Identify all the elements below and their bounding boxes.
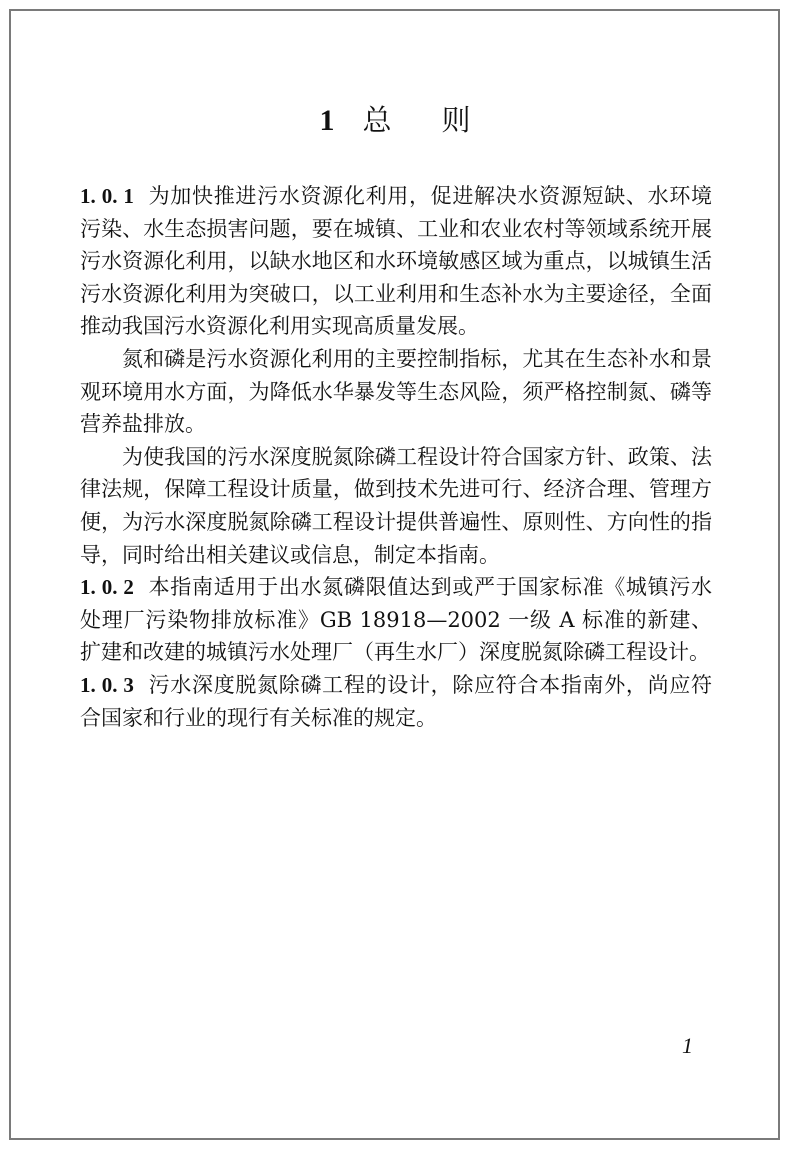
page-number: 1 (682, 1033, 693, 1058)
clause-1-0-1-paragraph-1 (80, 180, 712, 343)
clause-1-0-1-paragraph-3: 为使我国的污水深度脱氮除磷工程设计符合国家方针、政策、法律法规，保障工程设计质量，做到技术先进可行、经济合理、管理方便，为污水深度脱氮除磷工程设计提供普遍性、原则性、方向性的指导，同时给出相关建议或信息，制定本指南。 (80, 444, 712, 567)
chapter-body (80, 180, 712, 734)
clause-text: 污水深度脱氮除磷工程的设计，除应符合本指南外，尚应符合国家和行业的现行有关标准的规定。 (80, 672, 713, 730)
clause-1-0-3-paragraph (80, 669, 712, 734)
chapter-title-char-1: 总 (362, 103, 392, 137)
clause-text: 为加快推进污水资源化利用，促进解决水资源短缺、水环境污染、水生态损害问题，要在城镇、工业和农业农村等领域系统开展污水资源化利用，以缺水地区和水环境敏感区域为重点，以城镇生活污水资源化利用为突破口，以工业利用和生态补水为主要途径，全面推动我国污水资源化利用实现高质量发展。 (80, 184, 713, 339)
clause-number: 1. 0. 2 (80, 575, 134, 600)
clause-number: 1. 0. 1 (80, 184, 134, 208)
clause-1-0-2-paragraph (80, 571, 712, 669)
chapter-number: 1 (319, 104, 335, 137)
clause-1-0-1-paragraph-2: 氮和磷是污水资源化利用的主要控制指标，尤其在生态补水和景观环境用水方面，为降低水华暴发等生态风险，须严格控制氮、磷等营养盐排放。 (80, 346, 712, 437)
chapter-title-char-2: 则 (441, 103, 471, 137)
clause-number: 1. 0. 3 (80, 672, 134, 697)
chapter-title (0, 100, 790, 141)
clause-text: 本指南适用于出水氮磷限值达到或严于国家标准《城镇污水处理厂污染物排放标准》GB 18918—2002 一级 A 标准的新建、扩建和改建的城镇污水处理厂（再生水厂）深度脱氮除磷工程设计。 (80, 575, 713, 665)
